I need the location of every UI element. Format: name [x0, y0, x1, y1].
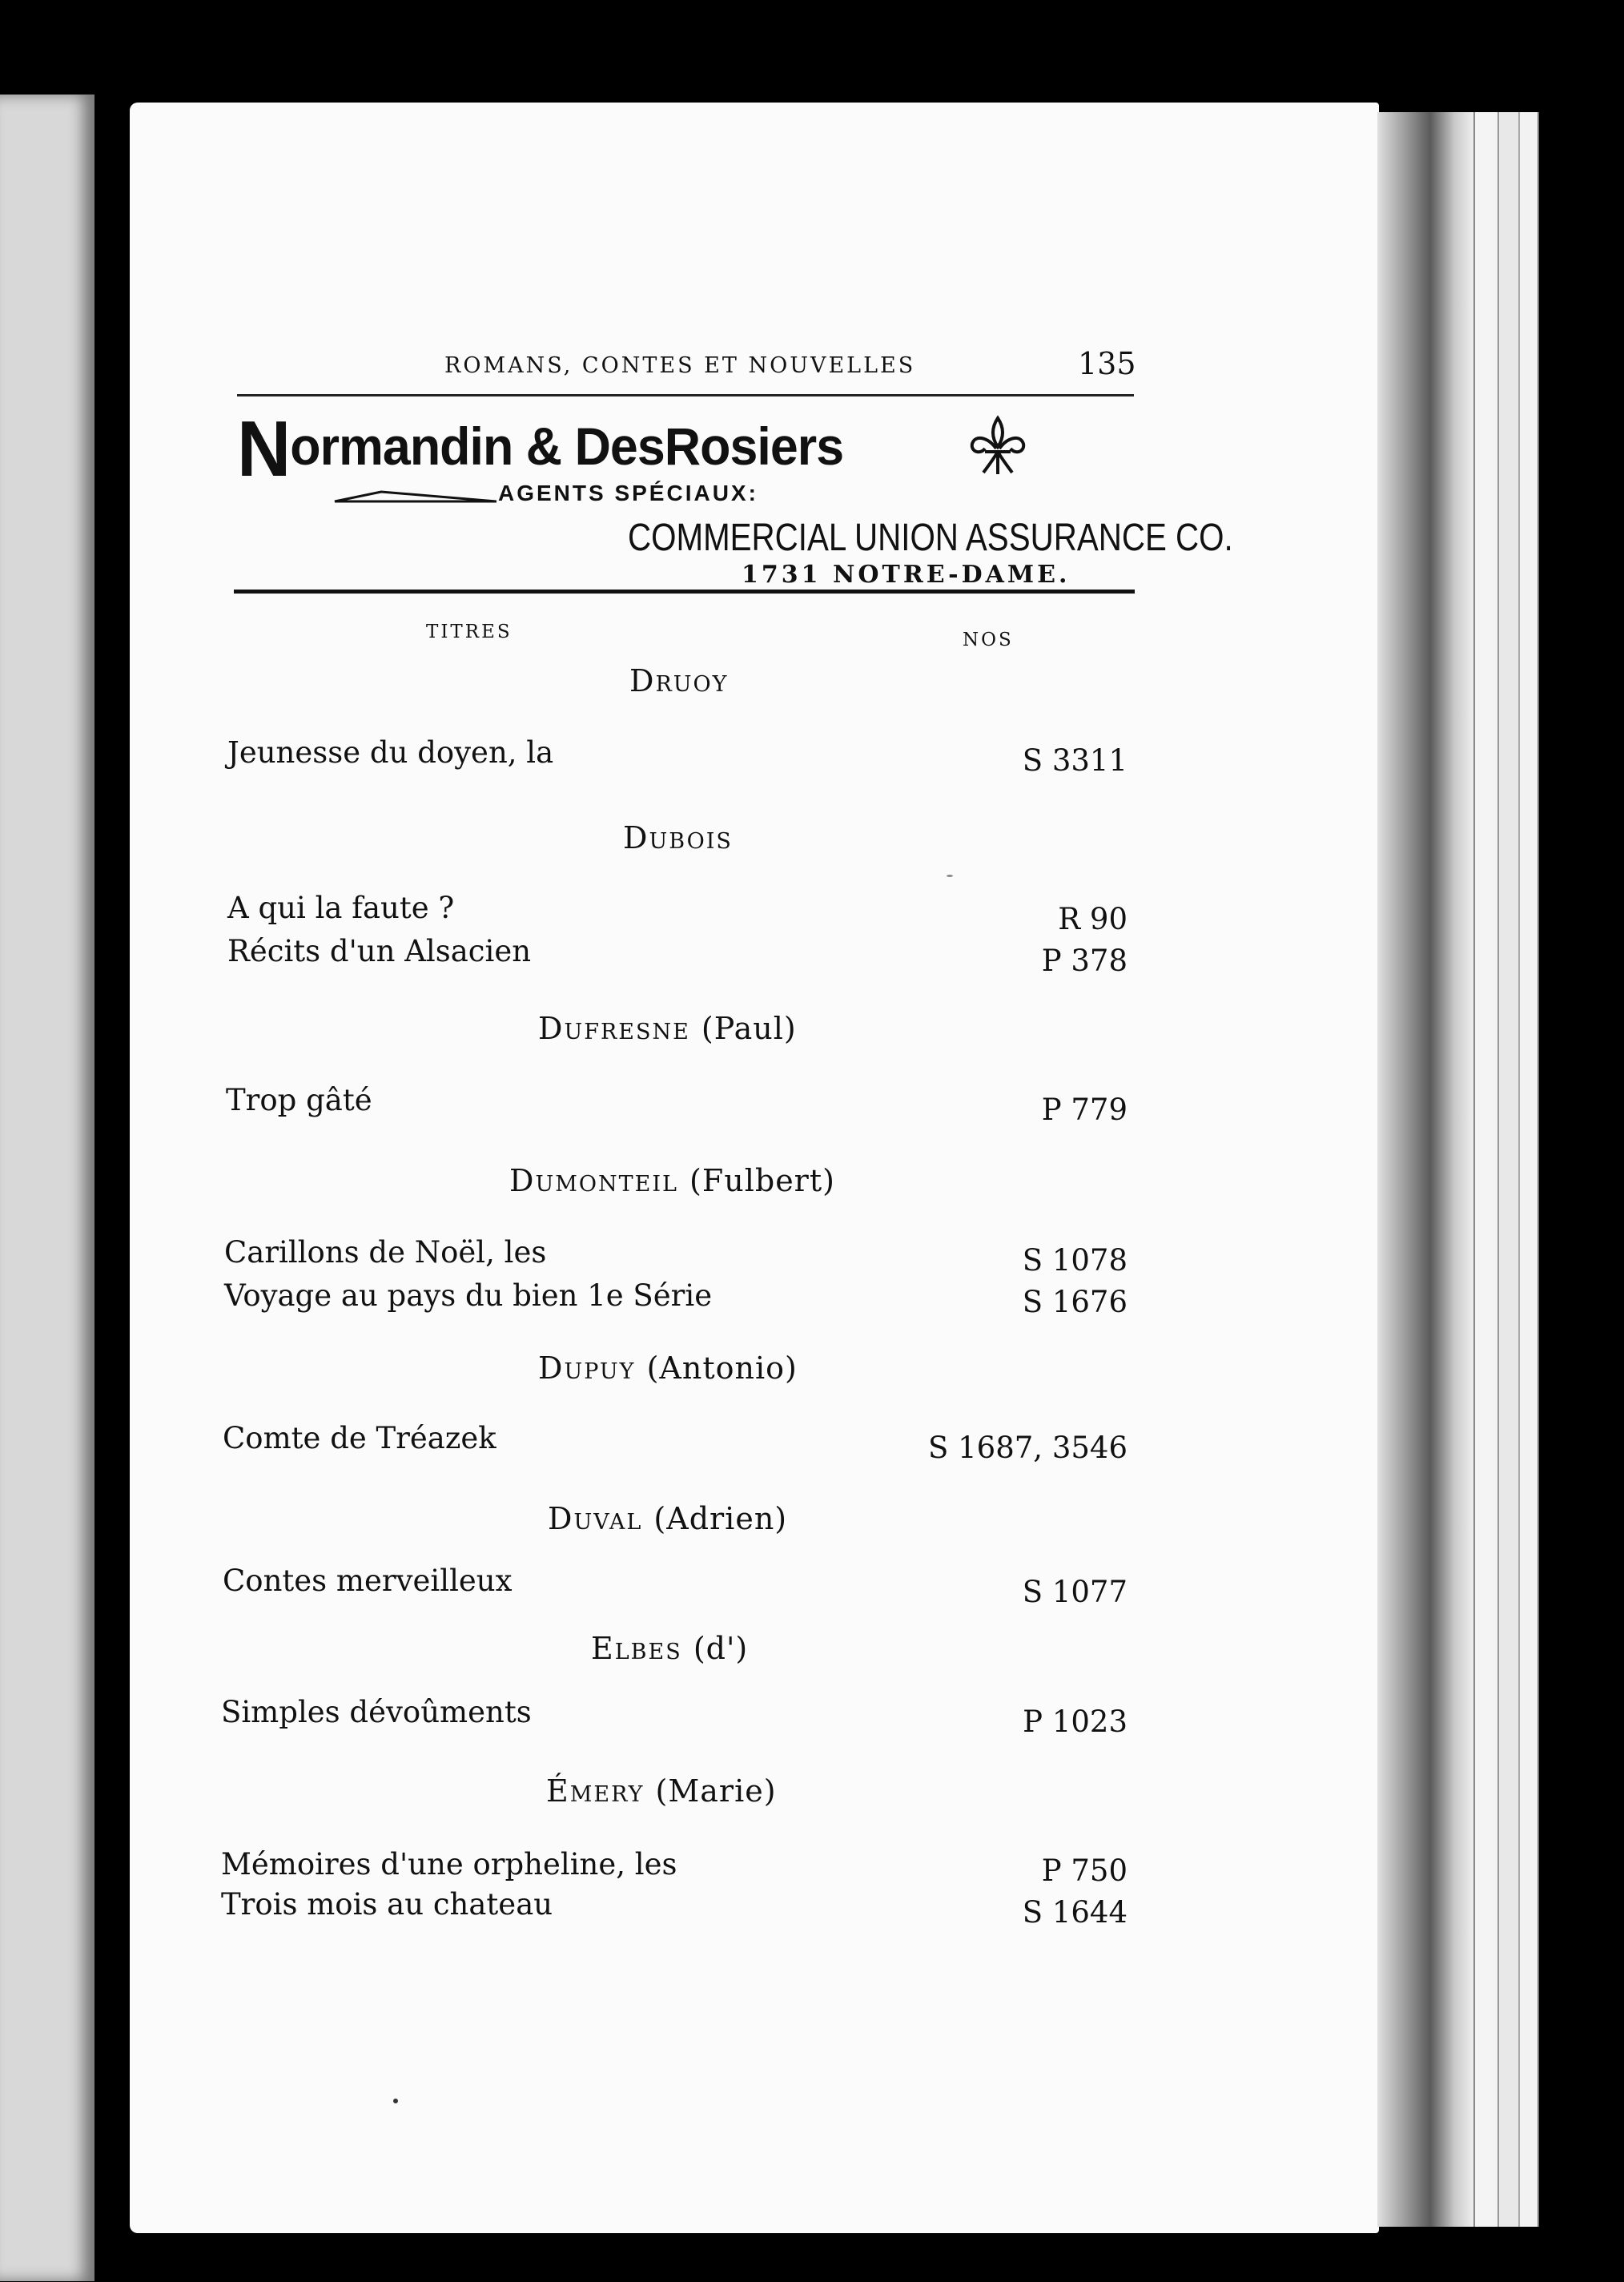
- author-given-name: (Fulbert): [689, 1163, 835, 1198]
- author-surname: Duval: [548, 1501, 643, 1536]
- book-number: S 3311: [1022, 743, 1128, 778]
- author-heading: [591, 1631, 748, 1666]
- book-title: Voyage au pays du bien 1e Série: [224, 1278, 713, 1313]
- dust-speck: [947, 875, 953, 877]
- author-surname: Dumonteil: [509, 1163, 678, 1198]
- ad-company-name: COMMERCIAL UNION ASSURANCE CO.: [628, 517, 1233, 559]
- book-number: P 750: [1041, 1853, 1128, 1888]
- author-heading: [538, 1011, 797, 1046]
- book-title: Récits d'un Alsacien: [227, 934, 532, 968]
- header-rule: [237, 394, 1134, 396]
- ad-agents-label: AGENTS SPÉCIAUX:: [498, 481, 758, 505]
- ad-bottom-rule: [234, 590, 1135, 594]
- author-given-name: (Marie): [655, 1773, 777, 1809]
- running-head: ROMANS, CONTES ET NOUVELLES: [444, 353, 916, 378]
- book-title: Mémoires d'une orpheline, les: [221, 1847, 677, 1882]
- page-stack-edge: [1473, 112, 1499, 2227]
- book-title: Carillons de Noël, les: [224, 1235, 547, 1270]
- ad-logo-initial: N: [237, 404, 291, 493]
- book-number: P 1023: [1023, 1704, 1128, 1739]
- column-header-titles: TITRES: [426, 622, 513, 642]
- book-number: S 1644: [1022, 1895, 1128, 1930]
- page-number: 135: [1078, 346, 1136, 381]
- book-number: R 90: [1058, 902, 1128, 936]
- author-heading: [629, 663, 729, 698]
- author-surname: Dubois: [623, 820, 733, 855]
- book-title: Contes merveilleux: [223, 1564, 513, 1598]
- author-heading: [509, 1163, 835, 1198]
- book-number: S 1687, 3546: [928, 1431, 1128, 1465]
- page-stack-edge: [1497, 112, 1520, 2227]
- page-stack-edge: [1518, 112, 1539, 2227]
- book-title: Trop gâté: [226, 1083, 372, 1117]
- author-given-name: (Antonio): [646, 1350, 798, 1386]
- column-header-numbers: NOS: [963, 630, 1014, 650]
- author-surname: Elbes: [591, 1631, 682, 1666]
- book-number: P 779: [1041, 1093, 1128, 1127]
- book-title: A qui la faute ?: [227, 891, 455, 925]
- book-title: Simples dévoûments: [221, 1695, 532, 1729]
- author-surname: Druoy: [629, 663, 729, 698]
- facing-page-edge: [0, 95, 94, 2281]
- author-given-name: (Paul): [701, 1011, 797, 1046]
- author-given-name: (d'): [693, 1631, 749, 1666]
- author-surname: Émery: [546, 1773, 645, 1809]
- author-heading: [548, 1501, 787, 1536]
- book-number: S 1078: [1022, 1243, 1128, 1278]
- author-heading: [538, 1350, 798, 1386]
- author-heading: [623, 820, 733, 855]
- book-title: Comte de Tréazek: [223, 1421, 496, 1455]
- author-heading: [546, 1773, 777, 1809]
- author-given-name: (Adrien): [653, 1501, 788, 1536]
- book-number: P 378: [1041, 944, 1128, 978]
- book-number: S 1077: [1022, 1575, 1128, 1609]
- book-title: Jeunesse du doyen, la: [227, 735, 554, 770]
- book-title: Trois mois au chateau: [221, 1887, 553, 1922]
- page-stack-edge: [1377, 112, 1473, 2227]
- author-surname: Dupuy: [538, 1350, 636, 1386]
- ad-address: 1731 NOTRE-DAME.: [742, 561, 1071, 589]
- book-number: S 1676: [1022, 1285, 1128, 1319]
- dust-speck: [393, 2099, 398, 2103]
- pen-nib-icon: [333, 490, 496, 505]
- author-surname: Dufresne: [538, 1011, 690, 1046]
- fleur-de-lis-icon: [967, 413, 1028, 477]
- ad-logo-text: ormandin & DesRosiers: [290, 417, 844, 476]
